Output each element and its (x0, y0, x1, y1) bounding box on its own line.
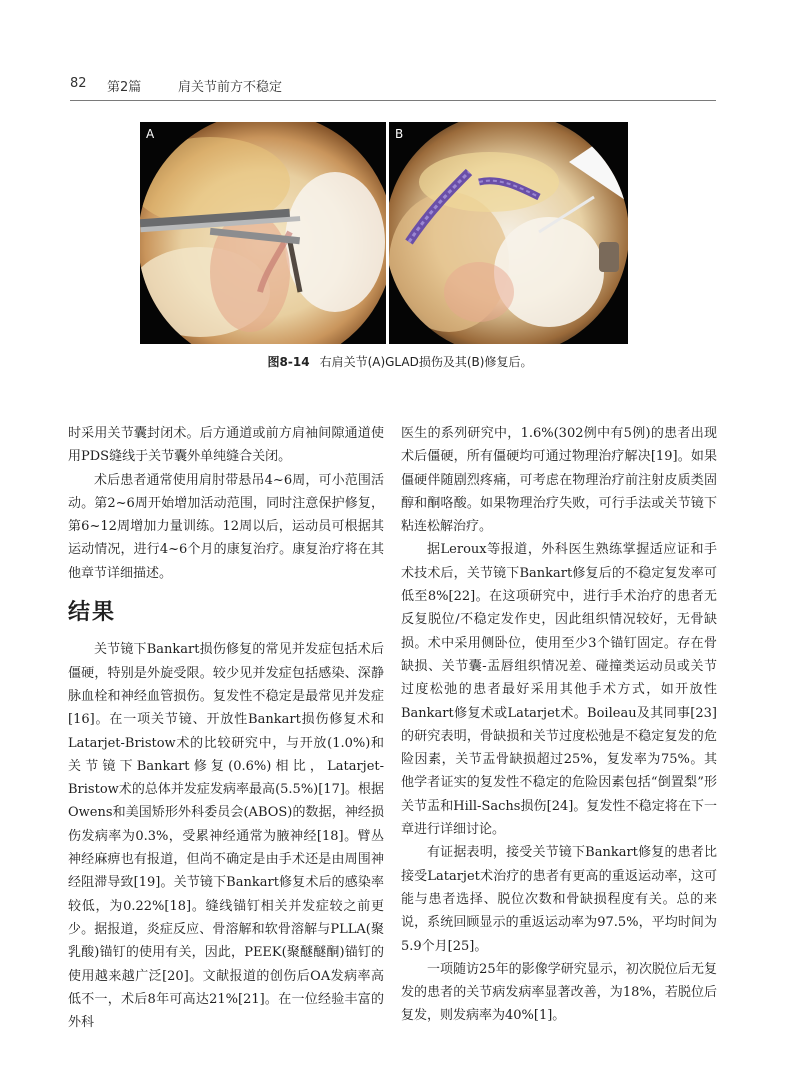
paragraph: 一项随访25年的影像学研究显示，初次脱位后无复发的患者的关节病发病率显著改善，为18%，若脱位后复发，则发病率为40%[1]。 (401, 961, 717, 1024)
right-column (401, 422, 717, 1028)
part-label: 第2篇 (107, 80, 142, 95)
arthroscopy-photo-a (140, 122, 386, 344)
running-header (70, 74, 716, 101)
paragraph: 据Leroux等报道，外科医生熟练掌握适应证和手术技术后，关节镜下Bankart修复后的不稳定复发率可低至8%[22]。在这项研究中，进行手术治疗的患者无反复脱位/不稳定发作史，因此组织情况较好，无骨缺损。术中采用侧卧位，使用至少3个锚钉固定。存在骨缺损、关节囊-盂唇组织情况差、碰撞类运动员或关节过度松弛的患者最好采用其他手术方式，如开放性Bankart修复术或Latarjet术。Boileau及其同事[23]的研究表明，骨缺损和关节过度松弛是不稳定复发的危险因素，关节盂骨缺损超过25%，复发率为75%。其他学者证实的复发性不稳定的危险因素包括“倒置梨”形关节盂和Hill-Sachs损伤[24]。复发性不稳定将在下一章进行详细讨论。 (401, 542, 717, 838)
figure-caption-text: 右肩关节(A)GLAD损伤及其(B)修复后。 (319, 355, 533, 369)
paragraph: 术后患者通常使用肩肘带悬吊4~6周，可小范围活动。第2~6周开始增加活动范围，同时注意保护修复，第6~12周增加力量训练。12周以后，运动员可根据其运动情况，进行4~6个月的康复治疗。康复治疗将在其他章节详细描述。 (68, 472, 384, 581)
arthroscopy-image-b (389, 122, 628, 344)
figure-8-14 (140, 122, 628, 344)
paragraph: 时采用关节囊封闭术。后方通道或前方肩袖间隙通道使用PDS缝线于关节囊外单纯缝合关闭。 (68, 426, 384, 465)
panel-b-label: B (395, 127, 404, 141)
arthroscopy-photo-b (389, 122, 628, 344)
figure-caption (0, 353, 800, 370)
arthroscopy-image-a (140, 122, 386, 344)
left-column (68, 422, 384, 1034)
panel-a-label: A (146, 127, 155, 141)
paragraph: 有证据表明，接受关节镜下Bankart修复的患者比接受Latarjet术治疗的患者有更高的重返运动率，这可能与患者选择、脱位次数和骨缺损程度有关。总的来说，系统回顾显示的重返运动率为97.5%，平均时间为5.9个月[25]。 (401, 845, 717, 954)
paragraph: 医生的系列研究中，1.6%(302例中有5例)的患者出现术后僵硬，所有僵硬均可通过物理治疗解决[19]。如果僵硬伴随剧烈疼痛，可考虑在物理治疗前注射皮质类固醇和酮咯酸。如果物理治疗失败，可行手法或关节镜下粘连松解治疗。 (401, 426, 717, 535)
chapter-title: 肩关节前方不稳定 (178, 80, 283, 95)
section-heading: 结果 (68, 600, 117, 626)
page-number: 82 (70, 76, 87, 91)
paragraph: 关节镜下Bankart损伤修复的常见并发症包括术后僵硬，特别是外旋受限。较少见并发症包括感染、深静脉血栓和神经血管损伤。复发性不稳定是最常见并发症[16]。在一项关节镜、开放性Bankart损伤修复术和Latarjet-Bristow术的比较研究中，与开放(1.0%)和关节镜下Bankart修复(0.6%)相比，Latarjet-Bristow术的总体并发症发病率最高(5.5%)[17]。根据Owens和美国矫形外科委员会(ABOS)的数据，神经损伤发病率为0.3%，受累神经通常为腋神经[18]。臂丛神经麻痹也有报道，但尚不确定是由手术还是由周围神经阻滞导致[19]。关节镜下Bankart修复术后的感染率较低，为0.22%[18]。缝线锚钉相关并发症较之前更少。据报道，炎症反应、骨溶解和软骨溶解与PLLA(聚乳酸)锚钉的使用有关，因此，PEEK(聚醚醚酮)锚钉的使用越来越广泛[20]。文献报道的创伤后OA发病率高低不一，术后8年可高达21%[21]。在一位经验丰富的外科 (68, 642, 384, 1031)
figure-number: 图8-14 (267, 355, 310, 369)
